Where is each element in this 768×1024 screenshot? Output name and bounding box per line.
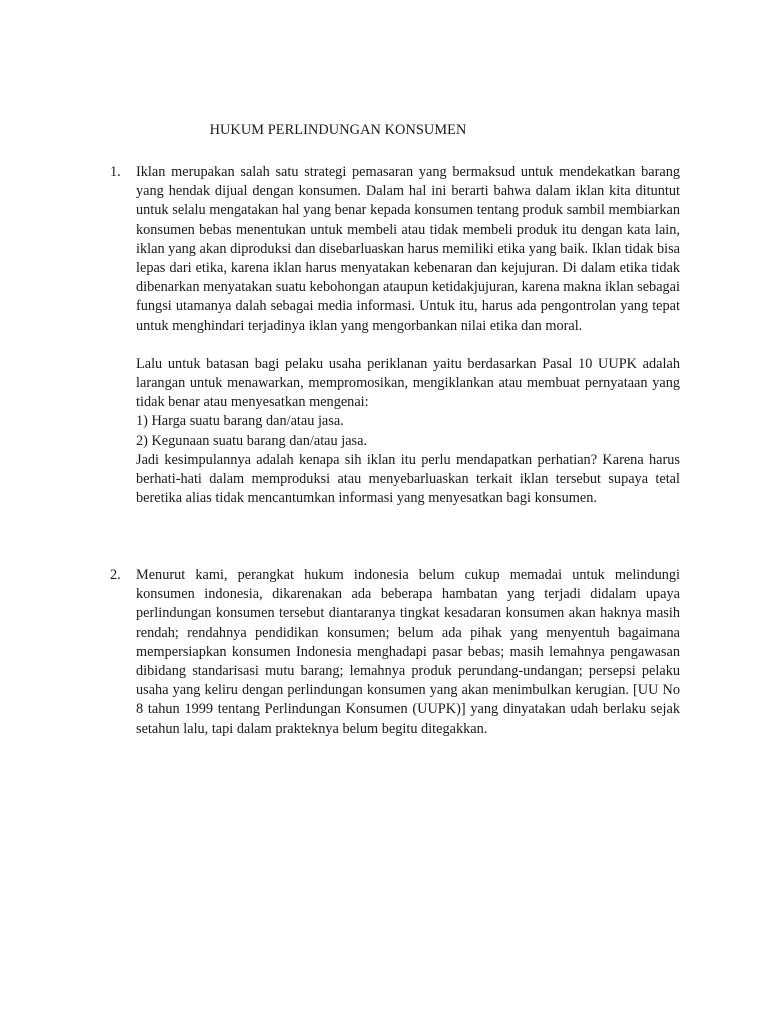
item-number: 1. [110,164,121,180]
item-body [136,163,680,508]
paragraph-iklan: Iklan merupakan salah satu strategi pemasaran yang bermaksud untuk mendekatkan barang yang hendak dijual dengan konsumen. Dalam hal ini berarti bahwa dalam iklan kita dituntut untuk selalu mengatakan hal yang benar kepada konsumen tentang produk sambil membiarkan konsumen bebas menentukan untuk membeli atau tidak membeli produk itu dengan kata lain, iklan yang akan diproduksi dan disebarluaskan harus memiliki etika yang baik. Iklan tidak bisa lepas dari etika, karena iklan harus menyatakan kebenaran dan kejujuran. Di dalam etika tidak dibenarkan menyatakan suatu kebohongan ataupun ketidakjujuran, karena makna iklan sebagai fungsi utamanya dalah sebagai media informasi. Untuk itu, harus ada pengontrolan yang tepat untuk menghindari terjadinya iklan yang mengorbankan nilai etika dan moral. [136,164,680,334]
document-title: HUKUM PERLINDUNGAN KONSUMEN [209,122,467,138]
list-line-harga: 1) Harga suatu barang dan/atau jasa. [136,413,344,430]
paragraph-batasan: Lalu untuk batasan bagi pelaku usaha periklanan yaitu berdasarkan Pasal 10 UUPK adalah larangan untuk menawarkan, mempromosikan, mengiklankan atau membuat pernyataan yang tidak benar atau menyesatkan mengenai: [136,355,680,411]
list-item-1 [110,163,680,508]
paragraph-group-batasan [136,355,680,509]
list-line-kegunaan: 2) Kegunaan suatu barang dan/atau jasa. [136,432,368,449]
item-number: 2. [110,567,121,583]
paragraph-kesimpulan: Jadi kesimpulannya adalah kenapa sih iklan itu perlu mendapatkan perhatian? Karena harus berhati-hati dalam memproduksi atau menyebarluaskan terkait iklan tersebut supaya tetal beretika alias tidak mencantumkan informasi yang menyesatkan bagi konsumen. [136,451,680,507]
list-item-2 [110,566,680,739]
item-body [136,566,680,739]
paragraph-hukum: Menurut kami, perangkat hukum indonesia belum cukup memadai untuk melindungi konsumen indonesia, dikarenakan ada beberapa hambatan yang terjadi didalam upaya perlindungan konsumen tersebut diantaranya tingkat kesadaran konsumen akan haknya masih rendah; rendahnya pendidikan konsumen; belum ada pihak yang menyentuh bagaimana mempersiapkan konsumen Indonesia menghadapi pasar bebas; masih lemahnya pengawasan dibidang standarisasi mutu barang; lemahnya produk perundang-undangan; persepsi pelaku usaha yang keliru dengan perlindungan konsumen yang akan menimbulkan kerugian. [UU No 8 tahun 1999 tentang Perlindungan Konsumen (UUPK)] yang dinyatakan udah berlaku sejak setahun lalu, tapi dalam prakteknya belum begitu ditegakkan. [136,567,680,737]
